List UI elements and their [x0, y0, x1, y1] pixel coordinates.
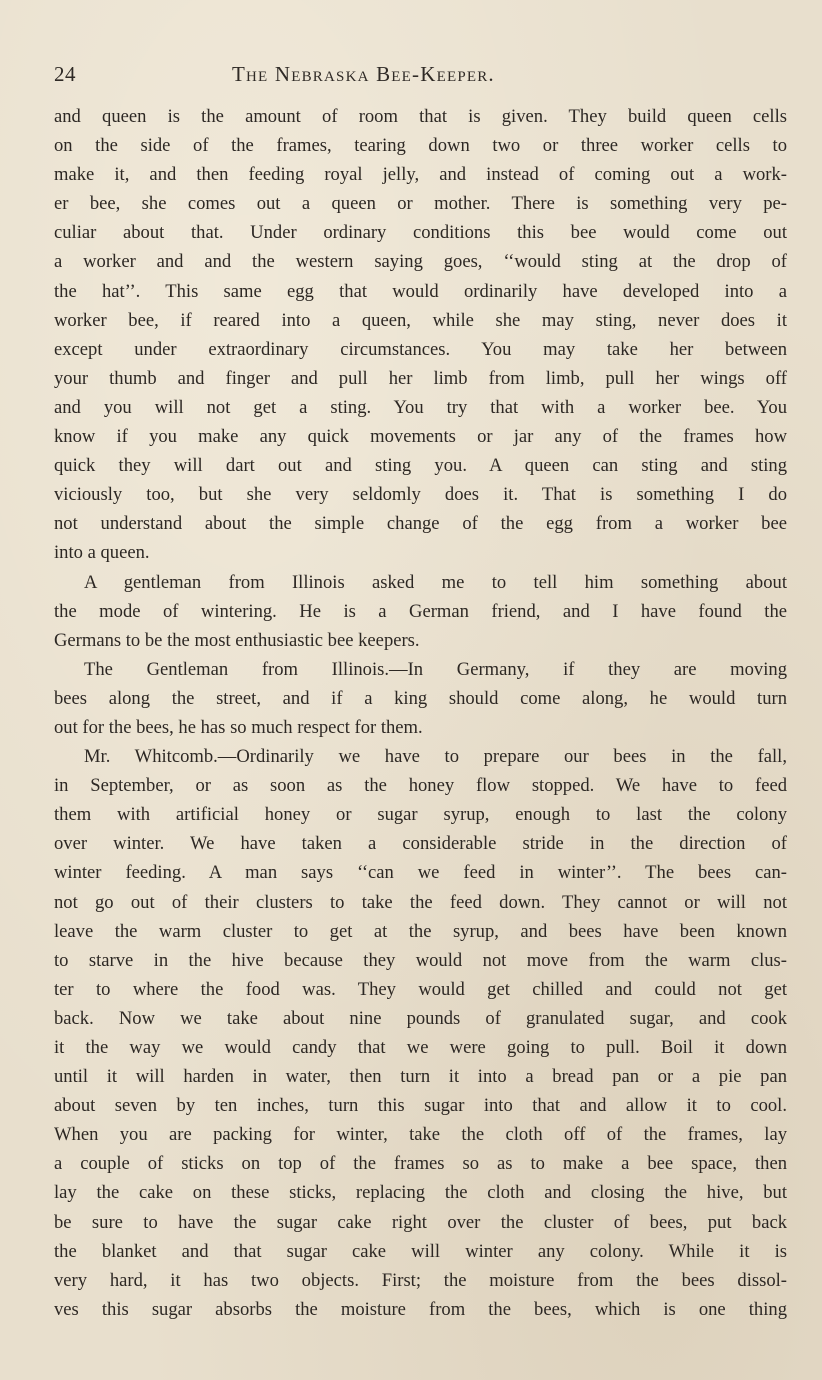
text-line: not go out of their clusters to take the feed down. They cannot or will not	[54, 891, 787, 913]
text-line: er bee, she comes out a queen or mother. There is something very pe-	[54, 193, 787, 215]
page-header	[0, 62, 822, 92]
paragraph	[54, 568, 787, 655]
text-line: quick they will dart out and sting you. A queen can sting and sting	[54, 455, 787, 477]
text-line: bees along the street, and if a king should come along, he would turn	[54, 687, 787, 709]
text-line: them with artificial honey or sugar syrup, enough to last the colony	[54, 804, 787, 826]
text-line: out for the bees, he has so much respect for them.	[54, 716, 423, 738]
text-line: know if you make any quick movements or jar any of the frames how	[54, 426, 787, 448]
text-line: Mr. Whitcomb.—Ordinarily we have to prepare our bees in the fall,	[84, 746, 787, 768]
text-line: into a queen.	[54, 542, 150, 564]
paragraph	[54, 742, 787, 1324]
text-line: back. Now we take about nine pounds of granulated sugar, and cook	[54, 1007, 787, 1029]
text-line: in September, or as soon as the honey flow stopped. We have to feed	[54, 775, 787, 797]
text-line: The Gentleman from Illinois.—In Germany, if they are moving	[84, 658, 787, 680]
text-line: to starve in the hive because they would not move from the warm clus-	[54, 949, 787, 971]
text-line: ter to where the food was. They would get chilled and could not get	[54, 978, 787, 1000]
text-line: not understand about the simple change of the egg from a worker bee	[54, 513, 787, 535]
text-line: a couple of sticks on top of the frames so as to make a bee space, then	[54, 1153, 787, 1175]
text-line: leave the warm cluster to get at the syrup, and bees have been known	[54, 920, 787, 942]
text-line: and you will not get a sting. You try that with a worker bee. You	[54, 396, 787, 418]
text-line: make it, and then feeding royal jelly, and instead of coming out a work-	[54, 164, 787, 186]
text-line: the blanket and that sugar cake will winter any colony. While it is	[54, 1240, 787, 1262]
text-line: the mode of wintering. He is a German friend, and I have found the	[54, 600, 787, 622]
text-line: a worker and and the western saying goes, ‘‘would sting at the drop of	[54, 251, 787, 273]
text-line: lay the cake on these sticks, replacing the cloth and closing the hive, but	[54, 1182, 787, 1204]
text-line: very hard, it has two objects. First; the moisture from the bees dissol-	[54, 1269, 787, 1291]
page-number: 24	[54, 62, 76, 86]
paragraph	[54, 102, 787, 568]
paragraph	[54, 655, 787, 742]
running-title: The Nebraska Bee-Keeper.	[232, 62, 495, 86]
text-line: except under extraordinary circumstances. You may take her between	[54, 338, 787, 360]
text-line: until it will harden in water, then turn it into a bread pan or a pie pan	[54, 1066, 787, 1088]
text-line: over winter. We have taken a considerable stride in the direction of	[54, 833, 787, 855]
text-line: When you are packing for winter, take the cloth off of the frames, lay	[54, 1124, 787, 1146]
text-line: and queen is the amount of room that is given. They build queen cells	[54, 106, 787, 127]
body-text	[54, 102, 787, 1324]
text-line: the hat’’. This same egg that would ordinarily have developed into a	[54, 280, 787, 302]
text-line: about seven by ten inches, turn this sugar into that and allow it to cool.	[54, 1095, 787, 1117]
text-line: ves this sugar absorbs the moisture from the bees, which is one thing	[54, 1298, 787, 1320]
text-line: winter feeding. A man says ‘‘can we feed in winter’’. The bees can-	[54, 862, 787, 884]
text-line: worker bee, if reared into a queen, while she may sting, never does it	[54, 309, 787, 331]
text-line: be sure to have the sugar cake right over the cluster of bees, put back	[54, 1211, 787, 1233]
text-line: A gentleman from Illinois asked me to tell him something about	[84, 571, 787, 593]
text-line: on the side of the frames, tearing down two or three worker cells to	[54, 135, 787, 157]
text-line: Germans to be the most enthusiastic bee keepers.	[54, 629, 420, 651]
text-line: it the way we would candy that we were going to pull. Boil it down	[54, 1037, 787, 1058]
text-line: culiar about that. Under ordinary conditions this bee would come out	[54, 222, 787, 244]
text-line: viciously too, but she very seldomly does it. That is something I do	[54, 484, 787, 506]
text-line: your thumb and finger and pull her limb from limb, pull her wings off	[54, 367, 787, 389]
